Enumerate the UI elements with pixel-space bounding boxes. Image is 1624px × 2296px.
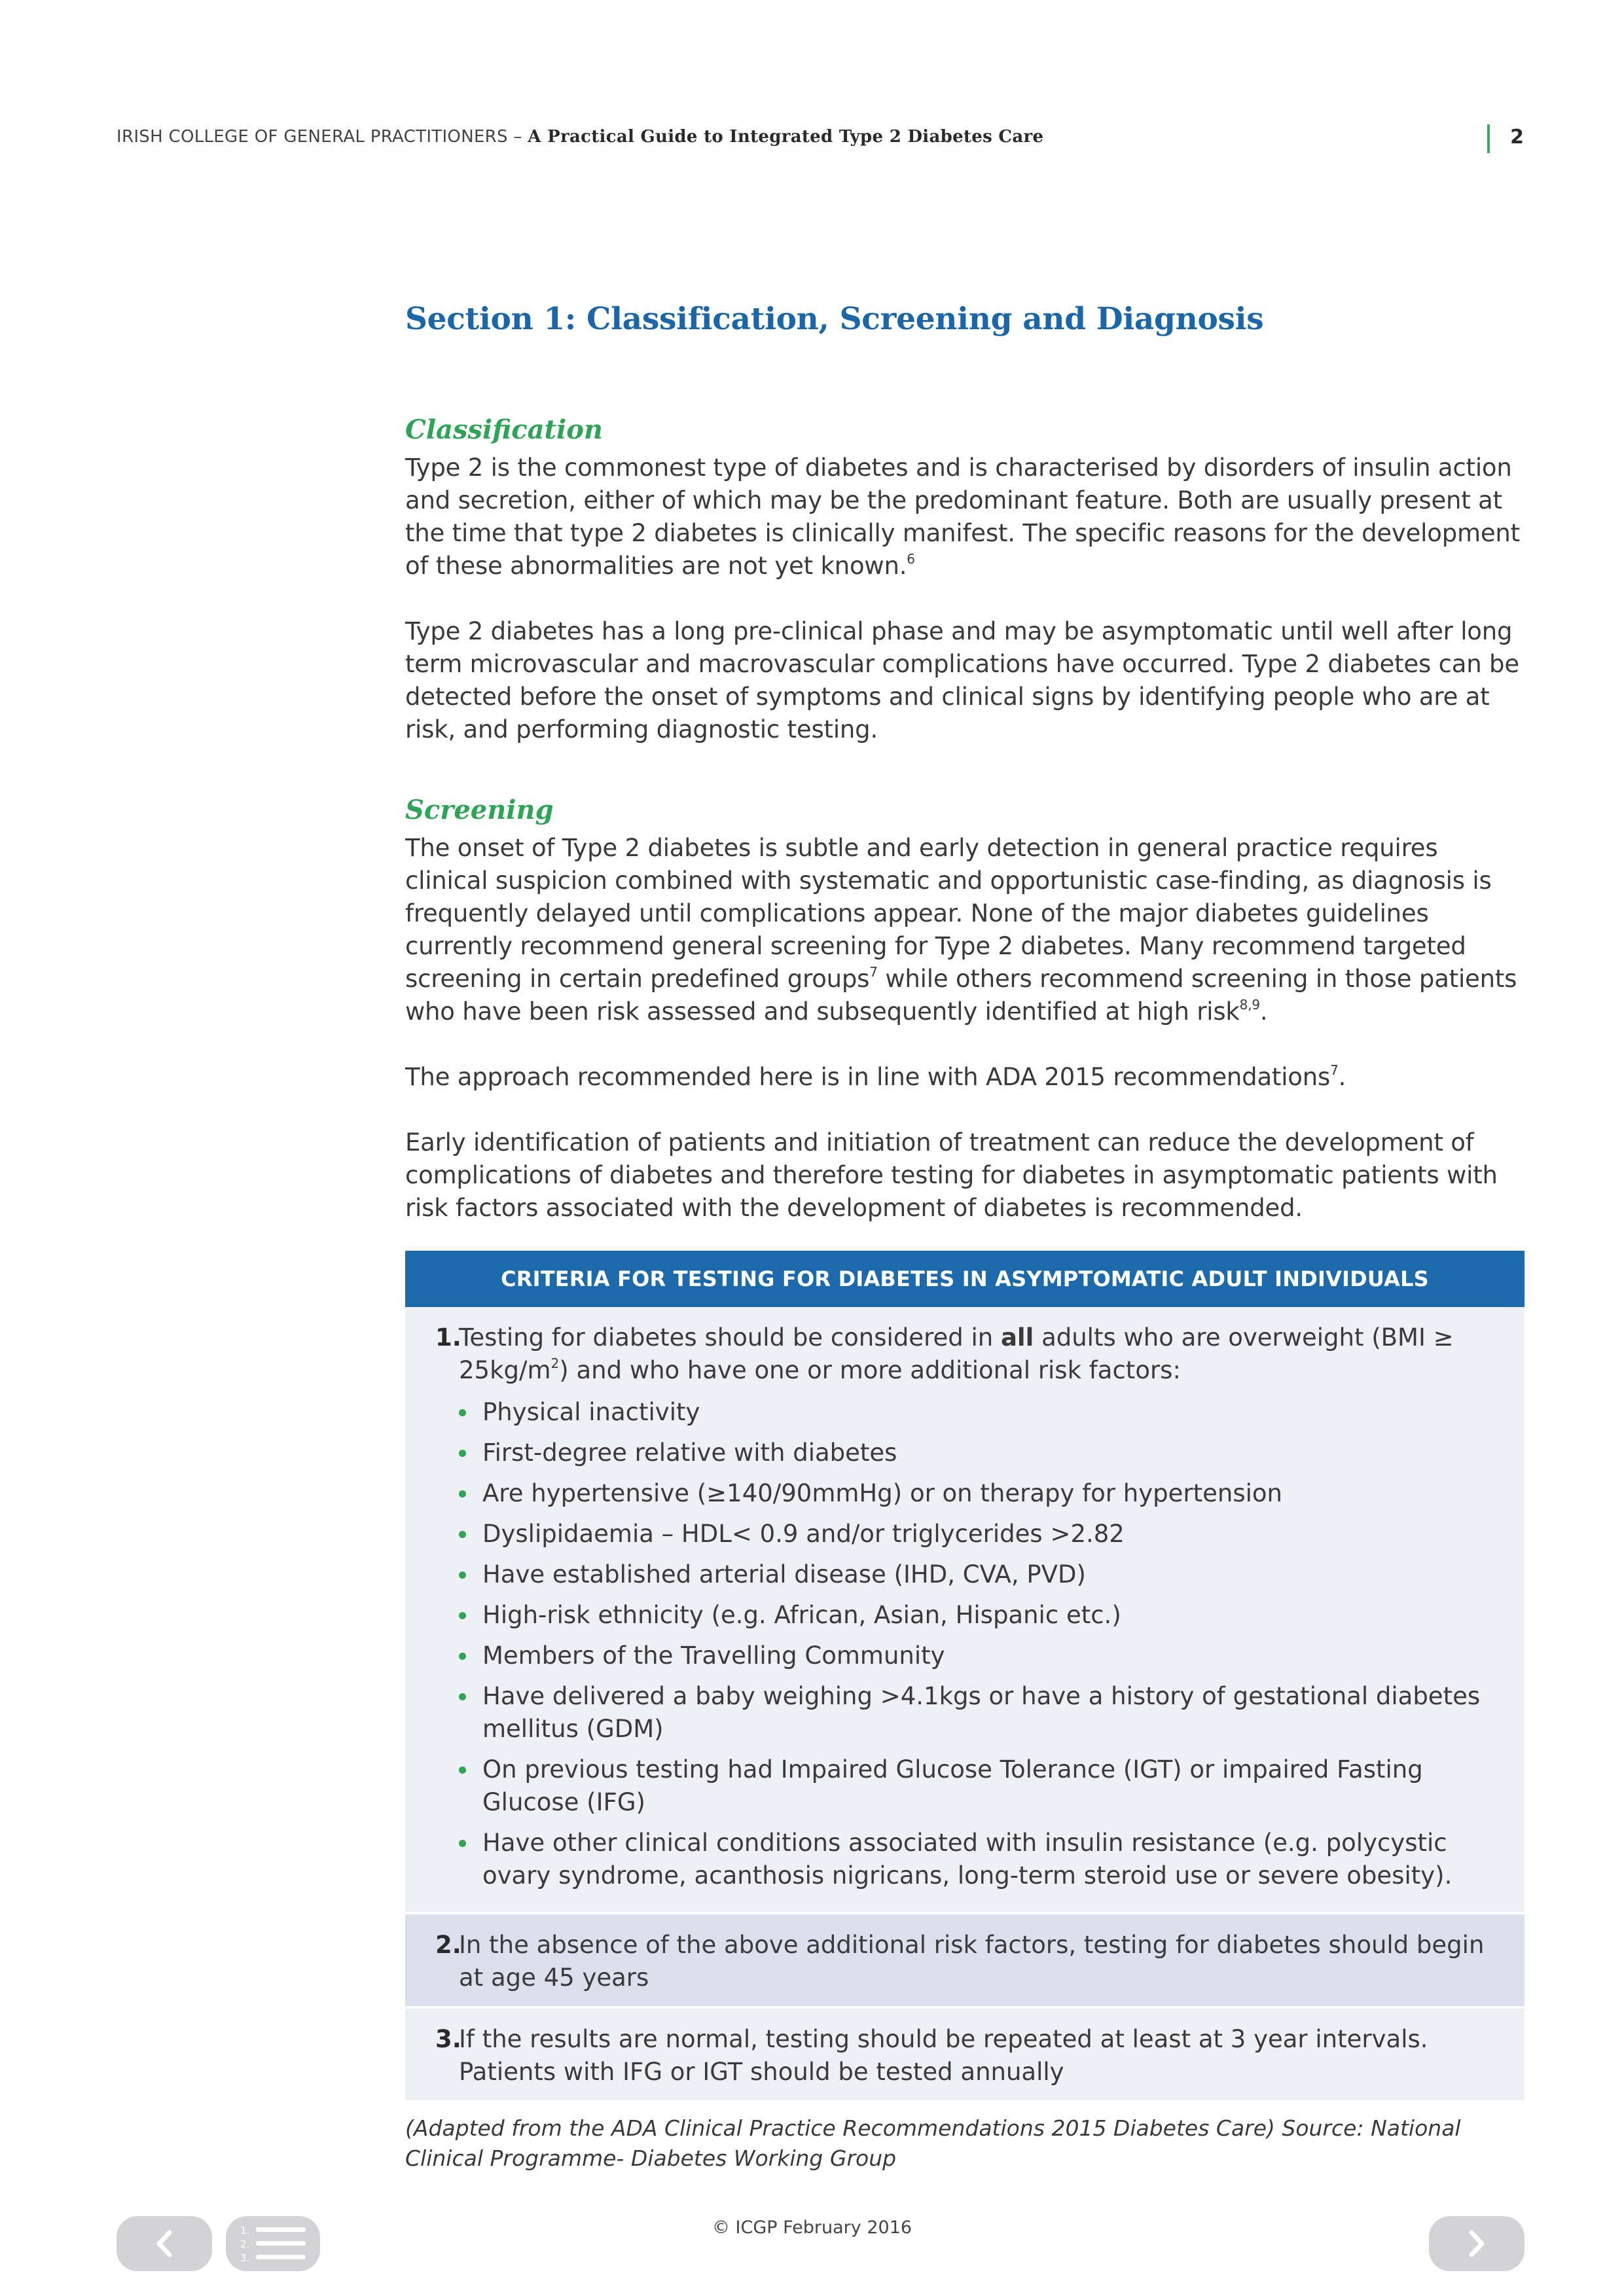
criteria-table — [405, 1251, 1525, 2100]
risk-factor-text: First-degree relative with diabetes — [482, 1439, 897, 1467]
next-page-button[interactable] — [1429, 2216, 1525, 2271]
toc-number: 1. — [240, 2225, 250, 2236]
criteria-item-body — [459, 1929, 1525, 1994]
criteria-item-number-text: 1. — [435, 1323, 461, 1352]
risk-factor-item — [459, 1680, 1498, 1746]
criteria-item-body — [459, 1321, 1525, 1900]
criteria-item-number — [405, 1321, 459, 1900]
bullet-icon — [459, 1693, 466, 1700]
criteria-item-number — [405, 1929, 459, 1994]
section-title: Section 1: Classification, Screening and Diagnosis — [405, 301, 1264, 337]
screening-paragraph-3: Early identification of patients and initiation of treatment can reduce the development of complications of diabetes and therefore testing for diabetes in asymptomatic patients with risk factors associated with the development of diabetes is recommended. — [405, 1128, 1498, 1222]
criteria-item-1-text — [459, 1321, 1498, 1387]
criteria-item-1-text-b: adults who are overweight (BMI ≥ 25kg/m — [459, 1323, 1454, 1384]
bullet-icon — [459, 1409, 466, 1416]
bullet-icon — [459, 1767, 466, 1774]
running-header — [117, 127, 1524, 153]
risk-factor-text: Members of the Travelling Community — [482, 1641, 945, 1670]
risk-factor-item — [459, 1753, 1498, 1819]
reference-marker: 7 — [869, 964, 878, 980]
main-content — [405, 301, 1525, 2195]
criteria-item-2 — [405, 1914, 1525, 2006]
criteria-item-body — [459, 2023, 1525, 2089]
screening-paragraph-1-text-b: while others recommend screening in those patients who have been risk assessed and subsequently identified at high risk — [405, 965, 1517, 1026]
bullet-icon — [459, 1653, 466, 1660]
risk-factor-text: High-risk ethnicity (e.g. African, Asian, Hispanic etc.) — [482, 1601, 1121, 1629]
screening-heading: Screening — [405, 795, 554, 825]
criteria-item-1-text-c: ) and who have one or more additional risk factors: — [559, 1356, 1181, 1384]
superscript-squared: 2 — [550, 1355, 560, 1371]
reference-marker: 7 — [1330, 1062, 1339, 1078]
risk-factor-item — [459, 1437, 1498, 1469]
page-number: 2 — [1510, 126, 1524, 149]
classification-heading: Classification — [405, 414, 603, 445]
screening-paragraph-1 — [405, 832, 1525, 1028]
toc-number: 3. — [240, 2252, 250, 2264]
risk-factor-item — [459, 1477, 1498, 1510]
risk-factor-item — [459, 1599, 1498, 1632]
header-guide-title: A Practical Guide to Integrated Type 2 Diabetes Care — [528, 127, 1044, 147]
risk-factor-item — [459, 1827, 1498, 1892]
screening-paragraph-1-end: . — [1259, 997, 1268, 1026]
risk-factor-text: Dyslipidaemia – HDL< 0.9 and/or triglycerides >2.82 — [482, 1520, 1125, 1548]
criteria-item-3-text: If the results are normal, testing should be repeated at least at 3 year intervals. Patients with IFG or IGT should be tested annually — [459, 2025, 1428, 2086]
risk-factor-text: Have delivered a baby weighing >4.1kgs or have a history of gestational diabetes mellitus (GDM) — [482, 1682, 1481, 1743]
bullet-icon — [459, 1490, 466, 1498]
criteria-item-1 — [405, 1307, 1525, 1912]
screening-paragraph-2-text: The approach recommended here is in line with ADA 2015 recommendations — [405, 1063, 1331, 1091]
criteria-item-3 — [405, 2009, 1525, 2100]
screening-paragraph-1-text-a: The onset of Type 2 diabetes is subtle and early detection in general practice requires clinical suspicion combined with systematic and opportunistic case-finding, as diagnosis is frequently delayed until complications appear. None of the major diabetes guidelines currently recommend general screening for Type 2 diabetes. Many recommend targeted screening in certain predefined groups — [405, 834, 1492, 993]
reference-marker: 8,9 — [1239, 997, 1260, 1013]
risk-factor-text: On previous testing had Impaired Glucose Tolerance (IGT) or impaired Fasting Glucose (IFG) — [482, 1755, 1423, 1816]
screening-paragraph-2 — [405, 1061, 1525, 1094]
classification-paragraph-1-text: Type 2 is the commonest type of diabetes and is characterised by disorders of insulin action and secretion, either of which may be the predominant feature. Both are usually present at the time that type 2 diabetes is clinically manifest. The specific reasons for the development of these abnormalities are not yet known. — [405, 454, 1520, 580]
criteria-item-2-text: In the absence of the above additional risk factors, testing for diabetes should begin at age 45 years — [459, 1931, 1485, 1992]
criteria-table-header: CRITERIA FOR TESTING FOR DIABETES IN ASYMPTOMATIC ADULT INDIVIDUALS — [405, 1251, 1525, 1307]
bullet-icon — [459, 1450, 466, 1457]
bullet-icon — [459, 1571, 466, 1579]
risk-factor-item — [459, 1518, 1498, 1551]
risk-factor-text: Are hypertensive (≥140/90mmHg) or on therapy for hypertension — [482, 1479, 1282, 1507]
criteria-item-number — [405, 2023, 459, 2089]
criteria-item-number-text: 2. — [435, 1931, 461, 1959]
risk-factor-list — [459, 1396, 1498, 1892]
classification-paragraph-2: Type 2 diabetes has a long pre-clinical phase and may be asymptomatic until well after long term microvascular and macrovascular complications have occurred. Type 2 diabetes can be detected before the onset of symptoms and clinical signs by identifying people who are at risk, and performing diagnostic testing. — [405, 617, 1519, 744]
reference-marker: 6 — [907, 551, 915, 567]
header-org: IRISH COLLEGE OF GENERAL PRACTITIONERS — [117, 127, 508, 147]
criteria-item-number-text: 3. — [435, 2025, 461, 2053]
chevron-right-icon — [1464, 2227, 1490, 2260]
risk-factor-text: Have other clinical conditions associated with insulin resistance (e.g. polycystic ovary syndrome, acanthosis nigricans, long-term steroid use or severe obesity). — [482, 1829, 1453, 1890]
footer-copyright: © ICGP February 2016 — [712, 2217, 912, 2238]
toc-number: 2. — [240, 2238, 250, 2250]
bullet-icon — [459, 1531, 466, 1538]
risk-factor-item — [459, 1558, 1498, 1591]
screening-paragraph-2-end: . — [1338, 1063, 1346, 1091]
bullet-icon — [459, 1612, 466, 1619]
risk-factor-text: Have established arterial disease (IHD, CVA, PVD) — [482, 1560, 1086, 1588]
source-note: (Adapted from the ADA Clinical Practice Recommendations 2015 Diabetes Care) Source: National Clinical Programme- Diabetes Working Group — [405, 2115, 1461, 2171]
risk-factor-text: Physical inactivity — [482, 1398, 700, 1426]
bullet-icon — [459, 1840, 466, 1847]
risk-factor-item — [459, 1640, 1498, 1672]
page-number-divider — [1487, 124, 1490, 153]
risk-factor-item — [459, 1396, 1498, 1429]
header-separator: – — [507, 127, 528, 147]
classification-paragraph-1 — [405, 452, 1525, 583]
criteria-item-1-text-a: Testing for diabetes should be considered in — [459, 1323, 1001, 1352]
criteria-item-1-emphasis: all — [1000, 1323, 1034, 1352]
